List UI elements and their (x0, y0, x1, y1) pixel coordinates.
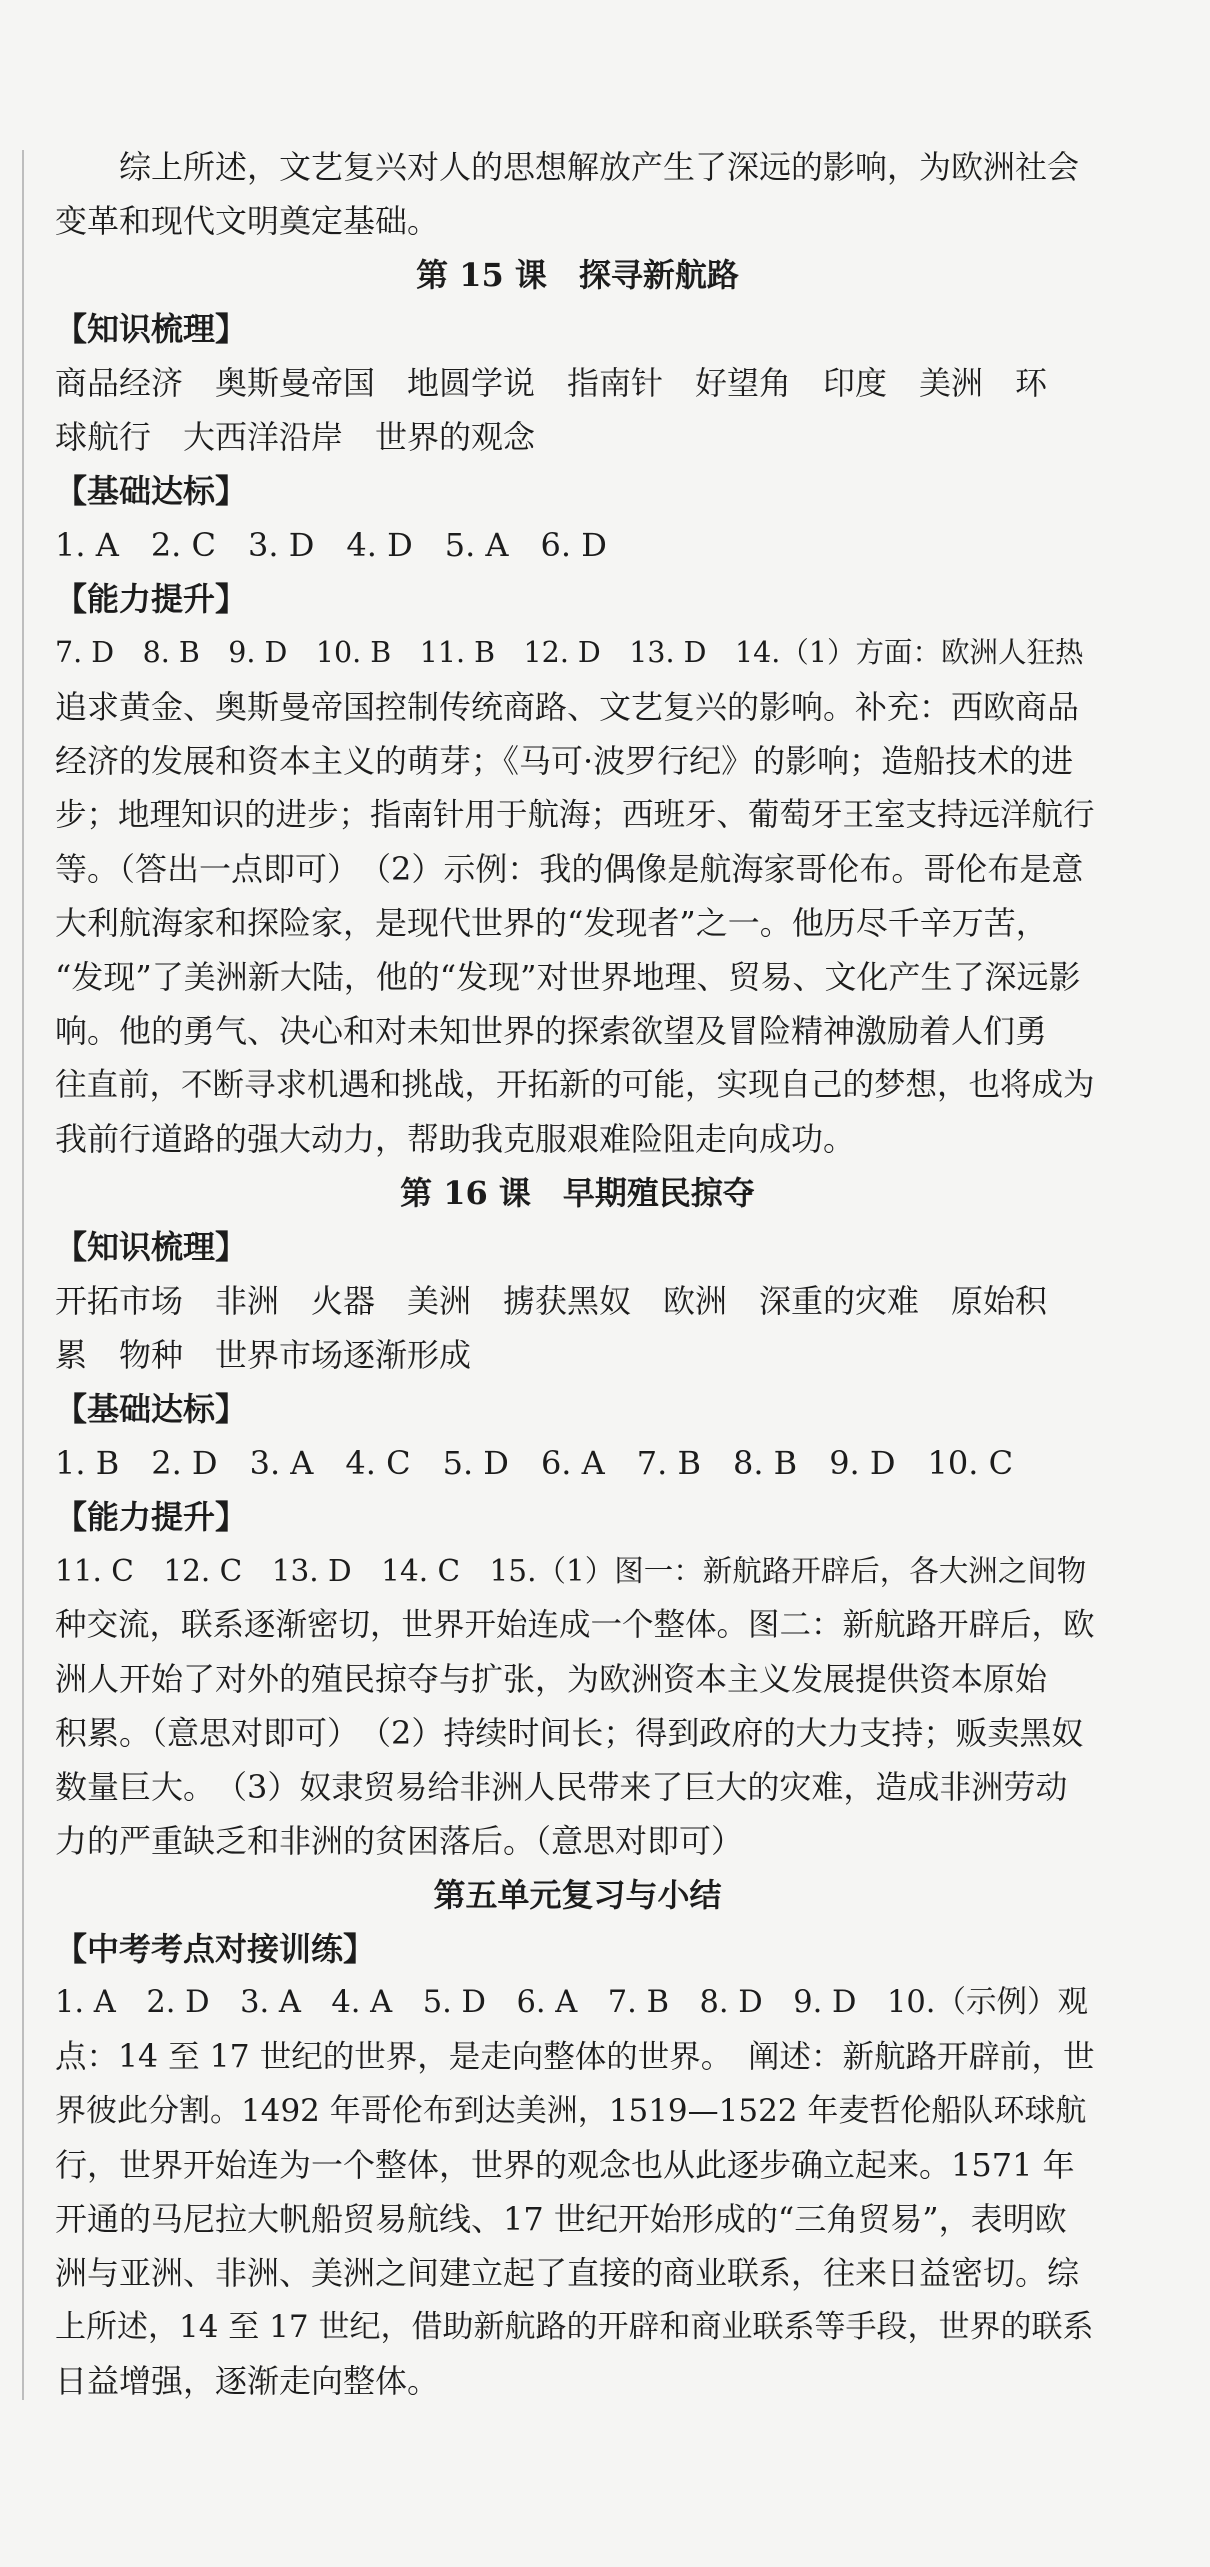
section-heading: 【能力提升】 (55, 580, 248, 618)
text-line: 7. D 8. B 9. D 10. B 11. B 12. D 13. D 14.（1）方面：欧洲人狂热 (55, 636, 1084, 669)
text-line: 开拓市场 非洲 火器 美洲 掳获黑奴 欧洲 深重的灾难 原始积 (55, 1282, 1048, 1320)
text-line: 经济的发展和资本主义的萌芽；《马可·波罗行纪》的影响；造船技术的进 (55, 742, 1074, 780)
text-line: 点：14 至 17 世纪的世界，是走向整体的世界。 阐述：新航路开辟前，世 (55, 2039, 1095, 2075)
text-line: 步；地理知识的进步；指南针用于航海；西班牙、葡萄牙王室支持远洋航行 (55, 797, 1095, 833)
lesson-title: 第 16 课 早期殖民掠夺 (400, 1174, 755, 1212)
text-line: 往直前，不断寻求机遇和挑战，开拓新的可能，实现自己的梦想，也将成为 (55, 1067, 1095, 1103)
section-heading: 【基础达标】 (55, 472, 248, 510)
section-heading: 【中考考点对接训练】 (55, 1930, 376, 1968)
text-line: 1. A 2. D 3. A 4. A 5. D 6. A 7. B 8. D 9. D 10.（示例）观 (55, 1985, 1088, 2020)
text-line: 行，世界开始连为一个整体，世界的观念也从此逐步确立起来。1571 年 (55, 2146, 1075, 2184)
text-line: 数量巨大。 （3）奴隶贸易给非洲人民带来了巨大的灾难，造成非洲劳动 (55, 1768, 1068, 1806)
text-line: 界彼此分割。1492 年哥伦布到达美洲，1519—1522 年麦哲伦船队环球航 (55, 2093, 1087, 2129)
text-line: “发现”了美洲新大陆，他的“发现”对世界地理、贸易、文化产生了深远影 (55, 958, 1081, 996)
left-margin-line (22, 150, 24, 2400)
text-line: 响。他的勇气、决心和对未知世界的探索欲望及冒险精神激励着人们勇 (55, 1012, 1048, 1050)
text-line: 力的严重缺乏和非洲的贫困落后。（意思对即可） (55, 1822, 744, 1860)
text-line: 上所述，14 至 17 世纪，借助新航路的开辟和商业联系等手段，世界的联系 (55, 2309, 1094, 2345)
text-line: 综上所述，文艺复兴对人的思想解放产生了深远的影响，为欧洲社会 (119, 148, 1080, 186)
answer-content (55, 140, 1100, 2408)
section-heading: 【知识梳理】 (55, 310, 248, 348)
text-line: 我前行道路的强大动力，帮助我克服艰难险阻走向成功。 (55, 1120, 856, 1158)
text-line: 商品经济 奥斯曼帝国 地圆学说 指南针 好望角 印度 美洲 环 (55, 364, 1048, 402)
section-heading: 【能力提升】 (55, 1498, 248, 1536)
text-line: 11. C 12. C 13. D 14. C 15.（1）图一：新航路开辟后，各大洲之间物 (55, 1554, 1087, 1588)
text-line: 1. B 2. D 3. A 4. C 5. D 6. A 7. B 8. B 9. D 10. C (55, 1444, 1014, 1482)
text-line: 大利航海家和探险家，是现代世界的“发现者”之一。他历尽千辛万苦， (55, 904, 1048, 942)
lesson-title: 第五单元复习与小结 (433, 1876, 722, 1914)
text-line: 等。（答出一点即可） （2）示例：我的偶像是航海家哥伦布。哥伦布是意 (55, 850, 1084, 888)
text-line: 日益增强，逐渐走向整体。 (55, 2362, 440, 2400)
text-line: 累 物种 世界市场逐渐形成 (55, 1336, 472, 1374)
text-line: 开通的马尼拉大帆船贸易航线、17 世纪开始形成的“三角贸易”，表明欧 (55, 2200, 1067, 2238)
text-line: 1. A 2. C 3. D 4. D 5. A 6. D (55, 526, 607, 564)
text-line: 种交流，联系逐渐密切，世界开始连成一个整体。图二：新航路开辟后，欧 (55, 1607, 1095, 1643)
text-line: 洲与亚洲、非洲、美洲之间建立起了直接的商业联系，往来日益密切。综 (55, 2254, 1080, 2292)
text-line: 变革和现代文明奠定基础。 (55, 202, 440, 240)
text-line: 球航行 大西洋沿岸 世界的观念 (55, 418, 536, 456)
text-line: 追求黄金、奥斯曼帝国控制传统商路、文艺复兴的影响。补充：西欧商品 (55, 688, 1080, 726)
lesson-title: 第 15 课 探寻新航路 (416, 256, 739, 294)
text-line: 洲人开始了对外的殖民掠夺与扩张，为欧洲资本主义发展提供资本原始 (55, 1660, 1048, 1698)
section-heading: 【基础达标】 (55, 1390, 248, 1428)
section-heading: 【知识梳理】 (55, 1228, 248, 1266)
text-line: 积累。（意思对即可） （2）持续时间长；得到政府的大力支持；贩卖黑奴 (55, 1714, 1084, 1752)
